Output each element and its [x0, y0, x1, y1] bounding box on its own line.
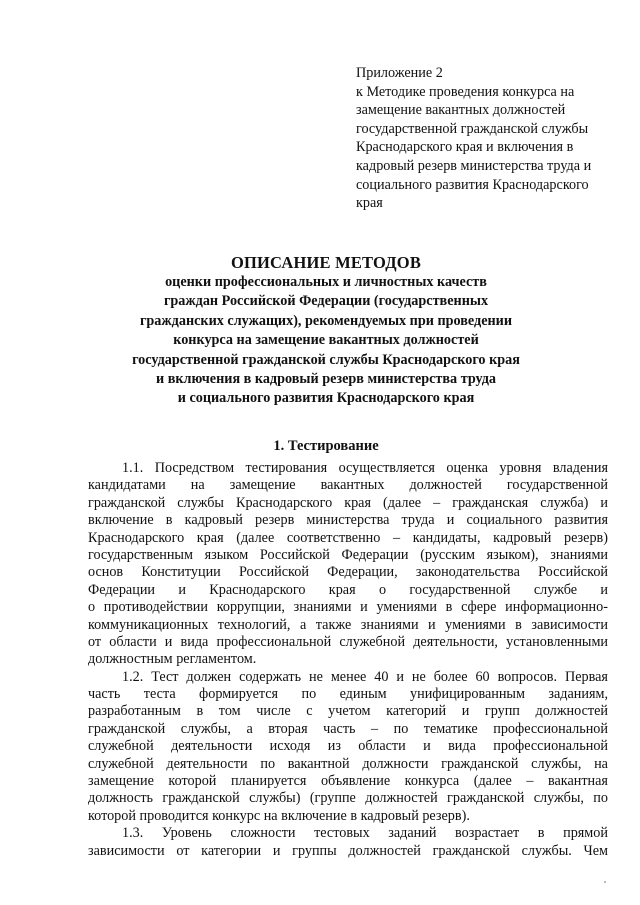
annex-line: Приложение 2: [356, 65, 443, 81]
title-sub-line: граждан Российской Федерации (государственных: [163, 293, 489, 310]
annex-line: замещение вакантных должностей: [356, 102, 566, 119]
paragraph-line: должностным регламентом.: [88, 651, 257, 668]
paragraph-line: служебной деятельности по вакантной должности гражданской службы, на: [88, 755, 608, 772]
paragraph-line: 1.3. Уровень сложности тестовых заданий возрастает в прямой: [122, 825, 608, 842]
paragraph-line: Краснодарского края (далее соответственно – кандидаты, кадровый резерв): [88, 529, 608, 546]
paragraph-line: должность гражданской службы) (группе должностей гражданской службы, по: [88, 790, 608, 807]
annex-line: края: [356, 195, 383, 212]
body-text: [88, 460, 608, 860]
paragraph-line: коммуникационных технологий, а также знаниями и умениями в зависимости: [88, 616, 608, 633]
paragraph-line: часть теста формируется по единым унифицированным заданиям,: [88, 686, 609, 703]
paragraph-line: зависимости от категории и группы должностей гражданской службы. Чем: [88, 842, 608, 859]
title-sub-line: и социального развития Краснодарского края: [177, 390, 475, 407]
paragraph-line: от области и вида профессиональной служебной деятельности, установленными: [88, 633, 609, 650]
title-sub-line: государственной гражданской службы Краснодарского края: [132, 351, 520, 368]
paragraph-line: гражданской службы Краснодарского края (далее – гражданская служба) и: [88, 494, 608, 511]
title-sub-line: оценки профессиональных и личностных качеств: [165, 274, 487, 290]
paragraph-line: включение в кадровый резерв министерства труда и социального развития: [88, 512, 608, 529]
paragraph-line: 1.1. Посредством тестирования осуществляется оценка уровня владения: [122, 460, 609, 476]
paragraph-line: основ Конституции Российской Федерации, законодательства Российской: [88, 564, 609, 581]
title-sub-line: гражданских служащих), рекомендуемых при проведении: [139, 312, 513, 329]
title-main: ОПИСАНИЕ МЕТОДОВ: [230, 253, 422, 272]
paragraph: [88, 669, 608, 826]
paragraph-line: государственным языком Российской Федерации (русским языком), знаниями: [88, 546, 609, 563]
paragraph: [88, 460, 608, 669]
annex-block: [356, 64, 626, 213]
title-sub-line: и включения в кадровый резерв министерства труда: [155, 371, 497, 388]
document-title: [60, 253, 592, 409]
title-sub-line: конкурса на замещение вакантных должностей: [173, 332, 479, 349]
paragraph-line: которой проводится конкурс на включение в кадровый резерв).: [88, 807, 470, 824]
paragraph-line: 1.2. Тест должен содержать не менее 40 и не более 60 вопросов. Первая: [122, 668, 608, 685]
scan-speck: [604, 881, 606, 883]
annex-line: социального развития Краснодарского: [356, 176, 589, 193]
paragraph-line: о противодействии коррупции, знаниями и умениями в сфере информационно-: [88, 599, 608, 616]
title-subtitle: [60, 273, 592, 409]
paragraph: [88, 825, 608, 860]
paragraph-line: замещение которой планируется объявление конкурса (далее – вакантная: [88, 773, 608, 790]
annex-line: кадровый резерв министерства труда и: [356, 157, 592, 174]
annex-line: государственной гражданской службы: [356, 120, 589, 137]
paragraph-line: служебной деятельности исходя из области и вида профессиональной: [88, 738, 609, 755]
paragraph-line: разработанным в том числе с учетом категорий и групп должностей: [88, 703, 608, 720]
paragraph-line: гражданской службы, а вторая часть – по тематике профессиональной: [88, 720, 608, 737]
paragraph-line: Федерации и Краснодарского края о государственной службе и: [88, 581, 609, 598]
paragraph-line: кандидатами на замещение вакантных должностей государственной: [88, 477, 609, 494]
section-heading: 1. Тестирование: [273, 438, 379, 454]
annex-line: к Методике проведения конкурса на: [356, 83, 575, 100]
annex-line: Краснодарского края и включения в: [356, 139, 574, 156]
